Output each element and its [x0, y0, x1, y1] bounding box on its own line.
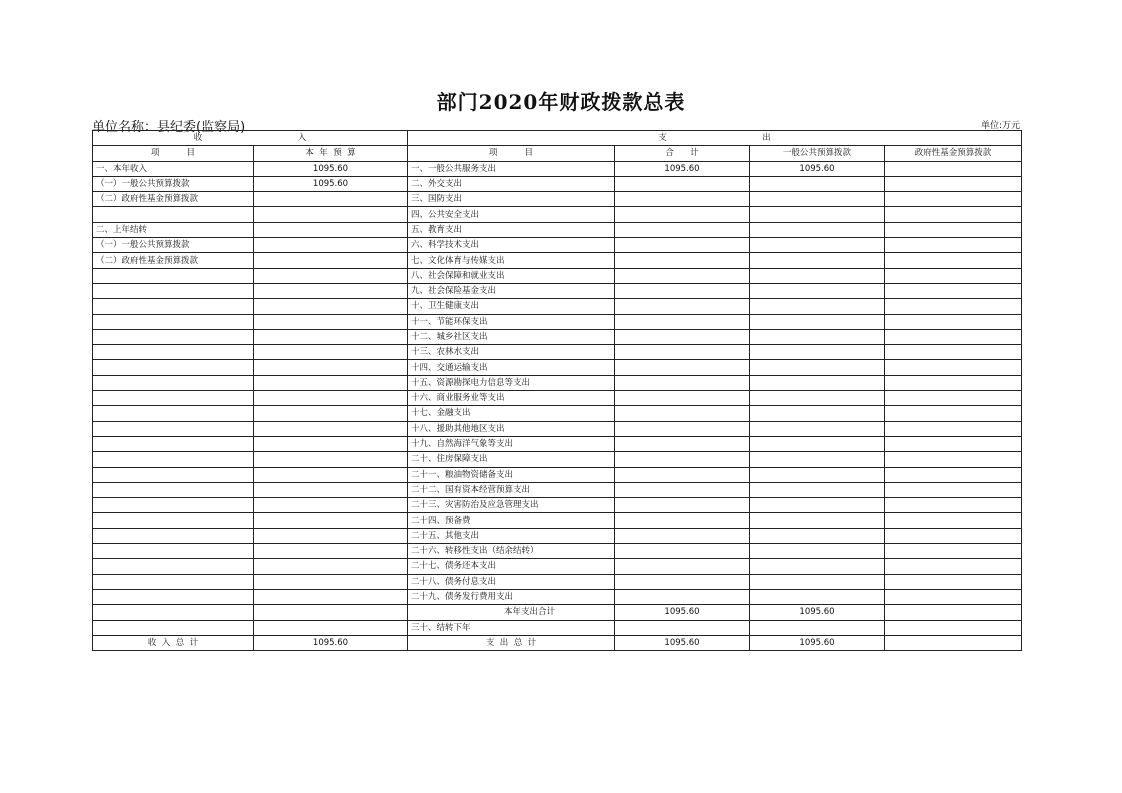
general-cell: 1095.60 — [750, 161, 885, 176]
fund-cell — [885, 192, 1022, 207]
budget-cell — [254, 513, 408, 528]
col-item-header: 项 目 — [93, 146, 254, 161]
fund-cell — [885, 589, 1022, 604]
expense-item-cell: 十六、商业服务业等支出 — [408, 391, 615, 406]
table-row — [93, 467, 1022, 482]
fund-cell — [885, 207, 1022, 222]
fund-cell — [885, 559, 1022, 574]
general-cell — [750, 544, 885, 559]
income-item-cell — [93, 482, 254, 497]
total-cell — [615, 268, 750, 283]
table-row — [93, 513, 1022, 528]
income-item-cell — [93, 406, 254, 421]
budget-cell — [254, 314, 408, 329]
budget-cell — [254, 482, 408, 497]
fund-cell — [885, 513, 1022, 528]
total-cell — [615, 544, 750, 559]
total-cell — [615, 467, 750, 482]
total-cell — [615, 620, 750, 635]
table-row — [93, 436, 1022, 451]
fund-cell — [885, 452, 1022, 467]
table-row — [93, 268, 1022, 283]
fund-cell — [885, 283, 1022, 298]
expense-label-left: 支 — [658, 133, 667, 144]
total-cell — [615, 345, 750, 360]
general-cell — [750, 283, 885, 298]
budget-cell — [254, 498, 408, 513]
income-section-header — [93, 131, 408, 146]
general-cell — [750, 299, 885, 314]
fund-cell — [885, 161, 1022, 176]
column-header-row — [93, 146, 1022, 161]
income-item-cell — [93, 283, 254, 298]
expense-item-cell: 七、文化体育与传媒支出 — [408, 253, 615, 268]
total-cell — [615, 574, 750, 589]
table-row — [93, 207, 1022, 222]
expense-item-cell: 二十、住房保障支出 — [408, 452, 615, 467]
total-cell — [615, 482, 750, 497]
fund-cell — [885, 574, 1022, 589]
table-row — [93, 452, 1022, 467]
carry-label: 三十、结转下年 — [408, 620, 615, 635]
total-cell — [615, 406, 750, 421]
income-item-cell — [93, 314, 254, 329]
expense-item-cell: 三、国防支出 — [408, 192, 615, 207]
income-item-cell — [93, 620, 254, 635]
income-item-cell — [93, 467, 254, 482]
expense-item-cell: 十四、交通运输支出 — [408, 360, 615, 375]
general-cell — [750, 329, 885, 344]
subtotal-fund — [885, 605, 1022, 620]
income-item-cell — [93, 544, 254, 559]
fund-cell — [885, 498, 1022, 513]
table-row — [93, 192, 1022, 207]
budget-cell — [254, 589, 408, 604]
budget-cell — [254, 559, 408, 574]
total-cell: 1095.60 — [615, 161, 750, 176]
budget-cell — [254, 452, 408, 467]
budget-cell — [254, 268, 408, 283]
fund-cell — [885, 268, 1022, 283]
income-item-cell: （一）一般公共预算拨款 — [93, 238, 254, 253]
unit-name: 单位名称：县纪委(监察局) — [92, 120, 246, 135]
table-row — [93, 222, 1022, 237]
general-cell — [750, 360, 885, 375]
budget-cell — [254, 238, 408, 253]
income-item-cell — [93, 360, 254, 375]
table-row — [93, 375, 1022, 390]
table-row — [93, 360, 1022, 375]
general-cell — [750, 559, 885, 574]
table-row — [93, 314, 1022, 329]
expense-total-value: 1095.60 — [615, 635, 750, 650]
budget-cell — [254, 360, 408, 375]
expense-item-cell: 二十三、灾害防治及应急管理支出 — [408, 498, 615, 513]
budget-cell: 1095.60 — [254, 161, 408, 176]
budget-cell — [254, 299, 408, 314]
budget-cell — [254, 391, 408, 406]
general-cell — [750, 482, 885, 497]
general-cell — [750, 436, 885, 451]
budget-table — [92, 130, 1022, 651]
income-item-cell — [93, 299, 254, 314]
fund-cell — [885, 467, 1022, 482]
general-cell — [750, 528, 885, 543]
general-cell — [750, 253, 885, 268]
table-row — [93, 589, 1022, 604]
general-cell — [750, 391, 885, 406]
general-cell — [750, 314, 885, 329]
fund-cell — [885, 421, 1022, 436]
general-cell — [750, 207, 885, 222]
expense-item-cell: 十五、资源勘探电力信息等支出 — [408, 375, 615, 390]
table-row — [93, 253, 1022, 268]
table-row — [93, 574, 1022, 589]
budget-cell — [254, 467, 408, 482]
general-cell — [750, 238, 885, 253]
table-row — [93, 283, 1022, 298]
table-row — [93, 421, 1022, 436]
total-cell — [615, 559, 750, 574]
expense-item-cell: 十、卫生健康支出 — [408, 299, 615, 314]
expense-item-cell: 二十四、预备费 — [408, 513, 615, 528]
general-cell — [750, 498, 885, 513]
income-item-cell: （一）一般公共预算拨款 — [93, 176, 254, 191]
fund-cell — [885, 238, 1022, 253]
total-cell — [615, 283, 750, 298]
subtotal-row — [93, 605, 1022, 620]
budget-cell — [254, 544, 408, 559]
expense-item-cell: 二十二、国有资本经营预算支出 — [408, 482, 615, 497]
income-item-cell: （二）政府性基金预算拨款 — [93, 253, 254, 268]
col-general-header: 一般公共预算拨款 — [750, 146, 885, 161]
income-total-value: 1095.60 — [254, 635, 408, 650]
total-cell — [615, 253, 750, 268]
general-cell — [750, 589, 885, 604]
section-header-row — [93, 131, 1022, 146]
table-row — [93, 329, 1022, 344]
total-cell — [615, 513, 750, 528]
subtotal-label: 本年支出合计 — [408, 605, 615, 620]
subtotal-total: 1095.60 — [615, 605, 750, 620]
expense-item-cell: 十一、节能环保支出 — [408, 314, 615, 329]
income-item-cell — [93, 559, 254, 574]
income-item-cell — [93, 421, 254, 436]
income-item-cell — [93, 345, 254, 360]
table-row — [93, 498, 1022, 513]
total-cell — [615, 329, 750, 344]
unit-label: 单位:万元 — [980, 121, 1020, 131]
general-cell — [750, 452, 885, 467]
income-total-label: 收 入 总 计 — [93, 635, 254, 650]
budget-cell — [254, 406, 408, 421]
total-cell — [615, 207, 750, 222]
income-item-cell — [93, 436, 254, 451]
table-row — [93, 482, 1022, 497]
col-budget-header: 本 年 预 算 — [254, 146, 408, 161]
expense-total-label: 支 出 总 计 — [408, 635, 615, 650]
budget-cell — [254, 329, 408, 344]
income-item-cell — [93, 513, 254, 528]
expense-item-cell: 一、一般公共服务支出 — [408, 161, 615, 176]
total-cell — [615, 391, 750, 406]
budget-cell — [254, 620, 408, 635]
budget-cell — [254, 421, 408, 436]
total-cell — [615, 314, 750, 329]
income-label-right: 入 — [297, 133, 307, 144]
total-cell — [615, 299, 750, 314]
general-cell — [750, 222, 885, 237]
fund-cell — [885, 222, 1022, 237]
general-cell — [750, 421, 885, 436]
income-item-cell — [93, 528, 254, 543]
expense-item-cell: 二十九、债务发行费用支出 — [408, 589, 615, 604]
budget-cell: 1095.60 — [254, 176, 408, 191]
income-item-cell — [93, 452, 254, 467]
expense-item-cell: 二十五、其他支出 — [408, 528, 615, 543]
general-cell — [750, 620, 885, 635]
income-item-cell — [93, 574, 254, 589]
expense-item-cell: 十九、自然海洋气象等支出 — [408, 436, 615, 451]
budget-cell — [254, 283, 408, 298]
general-cell — [750, 192, 885, 207]
grand-total-row — [93, 635, 1022, 650]
fund-cell — [885, 436, 1022, 451]
expense-item-cell: 八、社会保障和就业支出 — [408, 268, 615, 283]
total-cell — [615, 360, 750, 375]
table-row — [93, 238, 1022, 253]
table-row — [93, 299, 1022, 314]
budget-cell — [254, 222, 408, 237]
expense-item-cell: 二十八、债务付息支出 — [408, 574, 615, 589]
expense-item-cell: 九、社会保险基金支出 — [408, 283, 615, 298]
fund-cell — [885, 528, 1022, 543]
income-item-cell — [93, 329, 254, 344]
expense-section-header — [408, 131, 1022, 146]
expense-item-cell: 十三、农林水支出 — [408, 345, 615, 360]
table-row — [93, 544, 1022, 559]
fund-cell — [885, 544, 1022, 559]
total-cell — [615, 222, 750, 237]
income-item-cell — [93, 207, 254, 222]
total-cell — [615, 192, 750, 207]
expense-item-cell: 四、公共安全支出 — [408, 207, 615, 222]
col-fund-header: 政府性基金预算拨款 — [885, 146, 1022, 161]
general-cell — [750, 574, 885, 589]
budget-cell — [254, 574, 408, 589]
table-row — [93, 406, 1022, 421]
general-cell — [750, 513, 885, 528]
total-cell — [615, 176, 750, 191]
fund-cell — [885, 391, 1022, 406]
expense-fund-value — [885, 635, 1022, 650]
total-cell — [615, 421, 750, 436]
fund-cell — [885, 329, 1022, 344]
fund-cell — [885, 360, 1022, 375]
total-cell — [615, 436, 750, 451]
expense-item-cell: 二十六、转移性支出（结余结转） — [408, 544, 615, 559]
income-item-cell — [93, 391, 254, 406]
budget-cell — [254, 192, 408, 207]
page-title: 部门2020年财政拨款总表 — [436, 90, 686, 114]
subtotal-general: 1095.60 — [750, 605, 885, 620]
total-cell — [615, 375, 750, 390]
fund-cell — [885, 620, 1022, 635]
expense-item-cell: 二十七、债务还本支出 — [408, 559, 615, 574]
fund-cell — [885, 176, 1022, 191]
income-item-cell: （二）政府性基金预算拨款 — [93, 192, 254, 207]
table-row — [93, 176, 1022, 191]
budget-cell — [254, 345, 408, 360]
table-row — [93, 391, 1022, 406]
expense-item-cell: 十八、援助其他地区支出 — [408, 421, 615, 436]
fund-cell — [885, 253, 1022, 268]
budget-cell — [254, 253, 408, 268]
table-row — [93, 528, 1022, 543]
unit-line — [92, 116, 1020, 135]
income-item-cell — [93, 375, 254, 390]
expense-item-cell: 十七、金融支出 — [408, 406, 615, 421]
income-label-left: 收 — [193, 133, 203, 144]
general-cell — [750, 467, 885, 482]
total-cell — [615, 589, 750, 604]
expense-general-value: 1095.60 — [750, 635, 885, 650]
fund-cell — [885, 406, 1022, 421]
budget-cell — [254, 207, 408, 222]
income-item-cell: 二、上年结转 — [93, 222, 254, 237]
total-cell — [615, 498, 750, 513]
budget-cell — [254, 436, 408, 451]
expense-item-cell: 五、教育支出 — [408, 222, 615, 237]
total-cell — [615, 452, 750, 467]
general-cell — [750, 375, 885, 390]
expense-item-cell: 二、外交支出 — [408, 176, 615, 191]
budget-cell — [254, 375, 408, 390]
general-cell — [750, 268, 885, 283]
income-item-cell: 一、本年收入 — [93, 161, 254, 176]
budget-cell — [254, 528, 408, 543]
expense-label-right: 出 — [762, 133, 771, 144]
fund-cell — [885, 375, 1022, 390]
expense-item-cell: 二十一、粮油物资储备支出 — [408, 467, 615, 482]
income-item-cell — [93, 268, 254, 283]
general-cell — [750, 176, 885, 191]
income-item-cell — [93, 498, 254, 513]
col-total-header: 合 计 — [615, 146, 750, 161]
budget-cell — [254, 605, 408, 620]
total-cell — [615, 238, 750, 253]
col-expense-item-header: 项 目 — [408, 146, 615, 161]
table-row — [93, 161, 1022, 176]
table-row — [93, 345, 1022, 360]
total-cell — [615, 528, 750, 543]
table-row — [93, 559, 1022, 574]
general-cell — [750, 345, 885, 360]
fund-cell — [885, 345, 1022, 360]
income-item-cell — [93, 605, 254, 620]
expense-item-cell: 六、科学技术支出 — [408, 238, 615, 253]
general-cell — [750, 406, 885, 421]
income-item-cell — [93, 589, 254, 604]
carry-row — [93, 620, 1022, 635]
fund-cell — [885, 482, 1022, 497]
expense-item-cell: 十二、城乡社区支出 — [408, 329, 615, 344]
fund-cell — [885, 299, 1022, 314]
fund-cell — [885, 314, 1022, 329]
